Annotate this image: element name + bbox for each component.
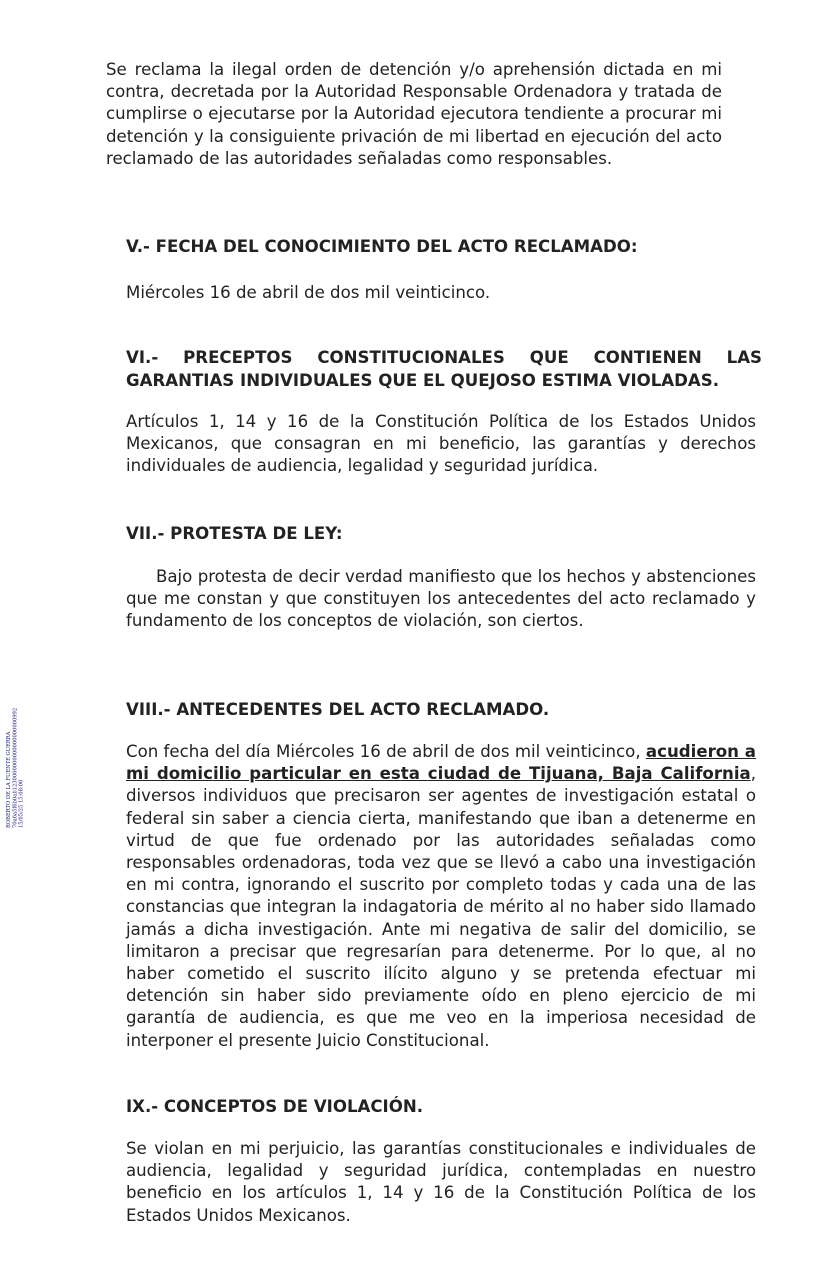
section-viii-body [126,741,756,1052]
section-ix-body: Se violan en mi perjuicio, las garantías constitucionales e individuales de audiencia, legalidad y seguridad jurídica, contempladas en nuestro beneficio en los artículos 1, 14 y 16 de la Constitución Política de los Estados Unidos Mexicanos. [126,1139,756,1225]
section-ix-heading: IX.- CONCEPTOS DE VIOLACIÓN. [126,1097,424,1116]
section-v-body: Miércoles 16 de abril de dos mil veinticinco. [126,283,491,302]
signature-stamp [6,668,54,828]
section-vii-body: Bajo protesta de decir verdad manifiesto que los hechos y abstenciones que me constan y que constituyen los antecedentes del acto reclamado y fundamento de los conceptos de violación, son ciertos. [126,567,756,631]
stamp-date: 15/05/25 15:08:00 [18,779,25,828]
section-viii-body-end: , diversos individuos que precisaron ser agentes de investigación estatal o federal sin saber a ciencia cierta, manifestando que iban a detenerme en virtud de que fue ordenado por las autoridades señaladas como responsables ordenadoras, toda vez que se llevó a cabo una investigación en mi contra, ignorando el suscrito por completo todas y cada una de las constancias que integran la indagatoria de mérito al no haber sido llamado jamás a dicha investigación. Ante mi negativa de salir del domicilio, se limitaron a precisar que regresarían para detenerme. Por lo que, al no haber cometido el suscrito ilícito alguno y se pretenda efectuar mi detención sin haber sido previamente oído en pleno ejercicio de mi garantía de audiencia, es que me veo en la imperiosa necesidad de interponer el presente Juicio Constitucional. [126,764,756,1050]
section-vi-heading: VI.- PRECEPTOS CONSTITUCIONALES QUE CONTIENEN LAS GARANTIAS INDIVIDUALES QUE EL QUEJOSO ESTIMA VIOLADAS. [126,348,762,390]
section-v-heading: V.- FECHA DEL CONOCIMIENTO DEL ACTO RECLAMADO: [126,237,638,256]
intro-paragraph: Se reclama la ilegal orden de detención y/o aprehensión dictada en mi contra, decretada por la Autoridad Responsable Ordenadora y tratada de cumplirse o ejecutarse por la Autoridad ejecutora tendiente a procurar mi detención y la consiguiente privación de mi libertad en ejecución del acto reclamado de las autoridades señaladas como responsables. [106,60,722,168]
stamp-name: ROBERTO DE LA FUENTE GUERRA [6,731,12,828]
section-vii-heading: VII.- PROTESTA DE LEY: [126,524,343,543]
section-viii-underlined-text: acudieron a mi domicilio particular en esta ciudad de Tijuana, Baja California [126,742,756,784]
section-viii-body-start: Con fecha del día Miércoles 16 de abril de dos mil veinticinco, [126,742,646,761]
stamp-id: 70a6a5f6b0ab1230000000000000000000992 [12,707,19,828]
section-vi-body: Artículos 1, 14 y 16 de la Constitución Política de los Estados Unidos Mexicanos, que consagran en mi beneficio, las garantías y derechos individuales de audiencia, legalidad y seguridad jurídica. [126,412,756,476]
section-viii-heading: VIII.- ANTECEDENTES DEL ACTO RECLAMADO. [126,700,550,719]
